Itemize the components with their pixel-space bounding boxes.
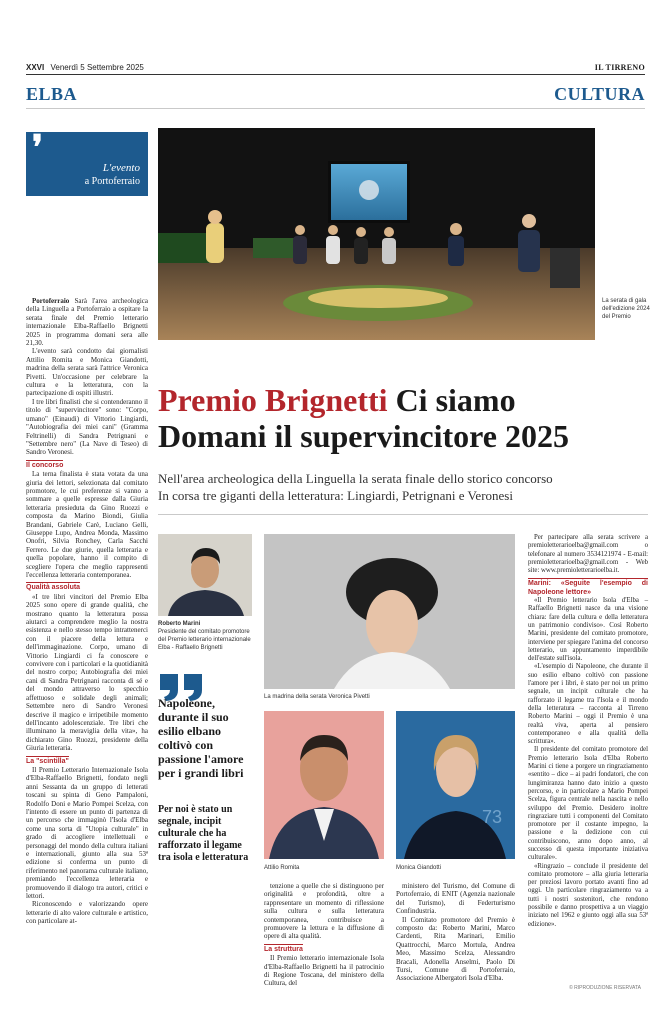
masthead: IL TIRRENO: [594, 63, 645, 72]
pivetti-photo-illustration: [264, 534, 515, 689]
romita-photo: [264, 711, 384, 859]
page-date: Venerdì 5 Settembre 2025: [50, 63, 144, 72]
stage-photo: [158, 128, 595, 340]
giandotti-photo-illustration: [396, 711, 515, 859]
rubric-il-concorso: Il concorso: [26, 461, 64, 469]
paragraph: «Ringrazio – conclude il presidente del comitato promotore – alla giuria letteraria per preziosi lavoro portato avanti fino ad oggi. Un particolare ringraziamento va a tutti i nostri sostenitori, che rendono possibile e danno prospettiva a un viaggio iniziato nel 1962 e giunto oggi alla sua 53ª edizione».: [528, 862, 648, 928]
headline-black-1: Ci siamo: [387, 382, 516, 418]
marini-name: Roberto Marini: [158, 621, 201, 627]
marini-portrait: [158, 534, 252, 616]
romita-photo-illustration: [264, 711, 384, 859]
paragraph: «L'esempio di Napoleone, che durante il suo esilio elbano coltivò con passione l'amore per i libri, è stato per noi un primo segnale, un incipit culturale che ha rafforzato il legame tra l'Isola e il mondo della letteratura – racconta al Tirreno Roberto Marini – oggi il Premio è una realtà viva, aperta al pensiero contemporaneo e alla qualità della scrittura».: [528, 663, 648, 746]
svg-text:73: 73: [482, 807, 503, 827]
kicker-box: [26, 132, 148, 196]
subhead-line-2: In corsa tre giganti della letteratura: Lingiardi, Petrignani e Veronesi: [158, 488, 513, 503]
paragraph: L'evento sarà condotto dai giornalisti Attilio Romita e Monica Giandotti, madrina della serata sarà l'attrice Veronica Pivetti. Un'occasione per celebrare la cultura e la letteratura, con la partecipazione di ospiti illustri.: [26, 347, 148, 398]
marini-role: Presidente del comitato promotore del Premio letterario internazionale Elba - Raffaello Brignetti: [158, 629, 251, 651]
article-column-1: [26, 297, 148, 926]
article-column-3: [264, 882, 384, 988]
subhead-line-1: Nell'area archeologica della Linguella la serata finale dello storico concorso: [158, 471, 553, 486]
paragraph: «Il Premio letterario Isola d'Elba – Raffaello Brignetti nasce da una visione chiara: fare della cultura e della letteratura un patrimonio condiviso». Così Roberto Marini, presidente del comitato promotore, interviene per spiegare l'anima del concorso letterario, un appuntamento imperdibile dell'estate sull'isola.: [528, 597, 648, 663]
stage-photo-caption: La serata di gala dell'edizione 2024 del Premio: [602, 298, 650, 320]
marini-portrait-illustration: [158, 534, 252, 616]
subhead-rule: [158, 514, 648, 515]
headline-black-2: Domani il supervincitore 2025: [158, 418, 569, 454]
paragraph: Il presidente del comitato promotore del Premio letterario Isola d'Elba Roberto Marini ci tiene a porgere un ringraziamento «sentito – dice – ai padri fondatori, che con lungimiranza hanno dato inizio a questo percorso, e in particolare a Mario Pompei Scelza, figura centrale nella nascita e nello sviluppo del Premio. Desidero inoltre ringraziare tutti i componenti del Comitato promotore per il costante impegno, la passione e la dedizione con cui contribuiscono, anno dopo anno, al successo di questa importante iniziativa culturale».: [528, 746, 648, 862]
giandotti-photo: [396, 711, 515, 859]
pivetti-caption: La madrina della serata Veronica Pivetti: [264, 694, 370, 700]
copyright-notice: © RIPRODUZIONE RISERVATA: [569, 985, 641, 991]
rubric-marini: Marini: «Seguite l'esempio di Napoleone lettore»: [528, 580, 648, 596]
paragraph: tenzione a quelle che si distinguono per originalità e profondità, oltre a rappresentare un momento di riflessione sulla cultura e sulla letteratura contemporanea, contribuisce a promuovere la lettura e la diffusione di opere di alta qualità.: [264, 882, 384, 941]
paragraph: Per partecipare alla serata scrivere a premioletterarioelba@gmail.com o telefonare al numero 3534121974 - E-mail: premioletterarioelba@gmail.com - Web site: www.premioletterarioelba.it.: [528, 534, 648, 575]
paragraph: Il Comitato promotore del Premio è composto da: Roberto Marini, Marco Cardenti, Rita Marinari, Emilio Quattrocchi, Marco Mortula, Andrea Meo, Massimo Scelza, Alessandro Bracali, Adonella Anselmi, Paolo Di Tursi, Comune di Portoferraio, Associazione Albergatori Isola d'Elba.: [396, 915, 515, 983]
rubric-la-scintilla: La "scintilla": [26, 757, 69, 765]
paragraph: ministero del Turismo, del Comune di Portoferraio, di ENIT (Agenzia nazionale del Turismo), di Federturismo Confindustria.: [396, 882, 515, 916]
kicker-line-2: a Portoferraio: [84, 176, 140, 187]
headline: [158, 382, 648, 454]
stage-photo-illustration: [158, 128, 595, 340]
romita-caption: Attilio Romita: [264, 865, 300, 871]
rubric-qualita-assoluta: Qualità assoluta: [26, 584, 81, 592]
marini-caption: [158, 620, 254, 652]
paragraph: I tre libri finalisti che si contenderanno il titolo di "supervincitore" sono: "Corpo, umano" (Einaudi) di Vittorio Lingiardi, "Autobiografia dei miei cani" (Gramma Feltrinelli) di Sandra Petrignani e "Settembre nero" (La Nave di Teseo) di Sandro Veronesi.: [26, 397, 148, 457]
pull-quote-1: Napoleone, durante il suo esilio elbano coltivò con passione l'amore per i grandi libri: [158, 696, 244, 780]
page-number: XXVI: [26, 63, 45, 72]
pivetti-photo: [264, 534, 515, 689]
page-top-margin: [0, 0, 671, 56]
article-column-4: [396, 882, 515, 983]
pull-quote-2: Per noi è stato un segnale, incipit culturale che ha rafforzato il legame tra isola e letteratura: [158, 804, 249, 863]
header-rule: [26, 74, 645, 75]
rubric-la-struttura: La struttura: [264, 945, 303, 953]
quote-glyph-icon: ❜: [32, 130, 43, 167]
kicker-line-1: L'evento: [102, 162, 140, 174]
subheadline: [158, 470, 648, 504]
section-label-right: CULTURA: [554, 84, 645, 104]
giandotti-caption: Monica Giandotti: [396, 865, 442, 871]
paragraph: Il Premio Letterario Internazionale Isola d'Elba-Raffaello Brignetti, fondato negli anni Sessanta da un gruppo di letterati toscani su spinta di Geno Pampaloni, Rodolfo Doni e Mario Pompei Scelza, con l'intento di essere un punto di partenza di un percorso che immaginò l'Isola d'Elba come una sorta di "Utopia culturale" in grado di accogliere intellettuali e personaggi del mondo della cultura italiani e internazionali, giunto alla sua 53ª edizione si conferma un punto di riferimento nel panorama culturale italiano, premiando l'eccellenza letteraria e promuovendo il dialogo tra autori, critici e lettori.: [26, 765, 148, 901]
dateline: Portoferraio: [32, 297, 70, 305]
section-rule: [26, 108, 645, 109]
page-folio: [26, 63, 144, 72]
section-label-left: ELBA: [26, 84, 78, 104]
paragraph: «I tre libri vincitori del Premio Elba 2025 sono opere di grande qualità, che mostrano quanto la letteratura possa aiutarci a comprendere meglio la nostra esistenza e nello stesso tempo intrattenerci con il piacere della lettura e dell'immaginazione. Corpo, umano di Vittorio Lingiardi ci fa conoscere e convivere con i particolari e la quotidianità del nostro corpo; Autobiografia dei miei cani di Sandra Petrignani racconta di sé e del mondo attraverso lo specchio affettuoso e solidale degli animali; Settembre nero di Sandro Veronesi descrive il magico e irripetibile momento dell'incanto adolescenziale. Tre libri che illuminano la meraviglia della vita», ha dichiarato Gino Ruozzi, presidente della Giuria letteraria.: [26, 592, 148, 753]
paragraph: Sarà l'area archeologica della Linguella a Portoferraio a ospitare la serata finale del Premio letterario internazionale Elba-Raffaello Brignetti 2025 in programma domani sera alle 21,30.: [26, 297, 148, 348]
paragraph: Il Premio letterario internazionale Isola d'Elba-Raffaello Brignetti ha il patrocinio di Regione Toscana, del ministero della Cultura, del: [264, 954, 384, 988]
paragraph: La terna finalista è stata votata da una giuria dei lettori, selezionata dal comitato promotore, le cui preferenze si vanno a sommare a quelle espresse dalla Giuria letteraria presieduta da Gino Ruozzi e composta da Marino Biondi, Giulia Brandani, Gabriele Carè, Luciano Gelli, Giuseppe Lupo, Andrea Monda, Massimo Onofri, Silvia Ronchey, Carla Sacchi Ferrero. Le due giurie, quella letteraria e quella popolare, hanno il compito di scegliere l'opera che meglio rappresenti l'eccellenza letteraria contemporanea.: [26, 470, 148, 579]
paragraph: Riconoscendo e valorizzando opere letterarie di alto valore culturale e artistico, con particolare at-: [26, 900, 148, 926]
article-column-5: [528, 534, 648, 929]
headline-red: Premio Brignetti: [158, 382, 388, 418]
page-bottom-margin: [0, 996, 671, 1024]
